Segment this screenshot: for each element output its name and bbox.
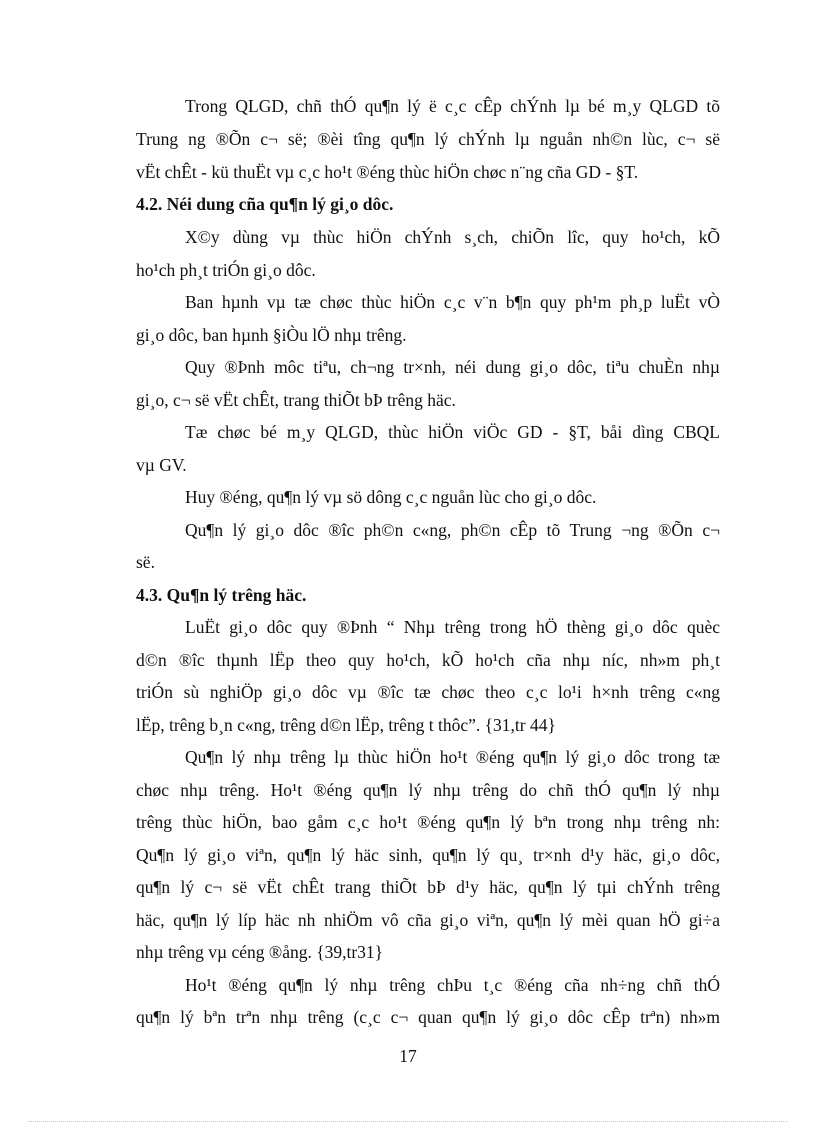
text-line: X©y dùng vµ thùc hiÖn chÝnh s¸ch, chiÕn lîc, quy ho¹ch, kÕ [185,227,720,247]
text-line: Quy ®Þnh môc tiªu, ch¬ng tr×nh, néi dung gi¸o dôc, tiªu chuÈn nhµ [185,357,720,377]
text-line: Trung ng ®Õn c¬ së; ®èi tîng qu¶n lý chÝnh lµ nguån nh©n lùc, c¬ së [136,129,720,149]
text-line: Qu¶n lý gi¸o dôc ®îc ph©n c«ng, ph©n cÊp tõ Trung ¬ng ®Õn c¬ [185,520,720,540]
text-line: Qu¶n lý gi¸o viªn, qu¶n lý häc sinh, qu¶n lý qu¸ tr×nh d¹y häc, gi¸o dôc, [136,845,720,865]
text-line: qu¶n lý c¬ së vËt chÊt trang thiÕt bÞ d¹y häc, qu¶n lý tµi chÝnh trêng [136,877,720,897]
page-divider [28,1121,788,1122]
section-heading: 4.2. Néi dung cña qu¶n lý gi¸o dôc. [136,194,394,214]
text-line: vËt chÊt - kü thuËt vµ c¸c ho¹t ®éng thùc hiÖn chøc n¨ng cña GD - §T. [136,162,639,182]
text-line: trêng thùc hiÖn, bao gåm c¸c ho¹t ®éng qu¶n lý bªn trong nhµ trêng nh: [136,812,720,832]
text-line: qu¶n lý bªn trªn nhµ trêng (c¸c c¬ quan qu¶n lý gi¸o dôc cÊp trªn) nh»m [136,1007,720,1027]
text-line: chøc nhµ trêng. Ho¹t ®éng qu¶n lý nhµ trêng do chñ thÓ qu¶n lý nhµ [136,780,720,800]
text-line: triÓn sù nghiÖp gi¸o dôc vµ ®îc tæ chøc theo c¸c lo¹i h×nh trêng c«ng [136,682,720,702]
text-line: LuËt gi¸o dôc quy ®Þnh “ Nhµ trêng trong hÖ thèng gi¸o dôc quèc [185,617,720,637]
text-line: Huy ®éng, qu¶n lý vµ sö dông c¸c nguån lùc cho gi¸o dôc. [185,487,597,507]
text-line: Qu¶n lý nhµ trêng lµ thùc hiÖn ho¹t ®éng qu¶n lý gi¸o dôc trong tæ [185,747,720,767]
page-number: 17 [399,1046,417,1066]
text-line: lËp, trêng b¸n c«ng, trêng d©n lËp, trêng t thôc”. {31,tr 44} [136,715,556,735]
text-line: Tæ chøc bé m¸y QLGD, thùc hiÖn viÖc GD - §T, båi dìng CBQL [185,422,720,442]
section-heading: 4.3. Qu¶n lý trêng häc. [136,585,307,605]
text-line: Ban hµnh vµ tæ chøc thùc hiÖn c¸c v¨n b¶n quy ph¹m ph¸p luËt vÒ [185,292,720,312]
text-line: häc, qu¶n lý líp häc nh nhiÖm vô cña gi¸o viªn, qu¶n lý mèi quan hÖ gi÷a [136,910,720,930]
text-line: d©n ®îc thµnh lËp theo quy ho¹ch, kÕ ho¹ch cña nhµ níc, nh»m ph¸t [136,650,720,670]
text-line: Ho¹t ®éng qu¶n lý nhµ trêng chÞu t¸c ®éng cña nh÷ng chñ thÓ [185,975,720,995]
text-line: së. [136,552,155,572]
text-line: gi¸o, c¬ së vËt chÊt, trang thiÕt bÞ trêng häc. [136,390,456,410]
text-line: ho¹ch ph¸t triÓn gi¸o dôc. [136,260,316,280]
text-line: Trong QLGD, chñ thÓ qu¶n lý ë c¸c cÊp chÝnh lµ bé m¸y QLGD tõ [185,96,720,116]
text-line: vµ GV. [136,455,187,475]
text-line: gi¸o dôc, ban hµnh §iÒu lÖ nhµ trêng. [136,325,407,345]
text-line: nhµ trêng vµ céng ®ång. {39,tr31} [136,942,384,962]
